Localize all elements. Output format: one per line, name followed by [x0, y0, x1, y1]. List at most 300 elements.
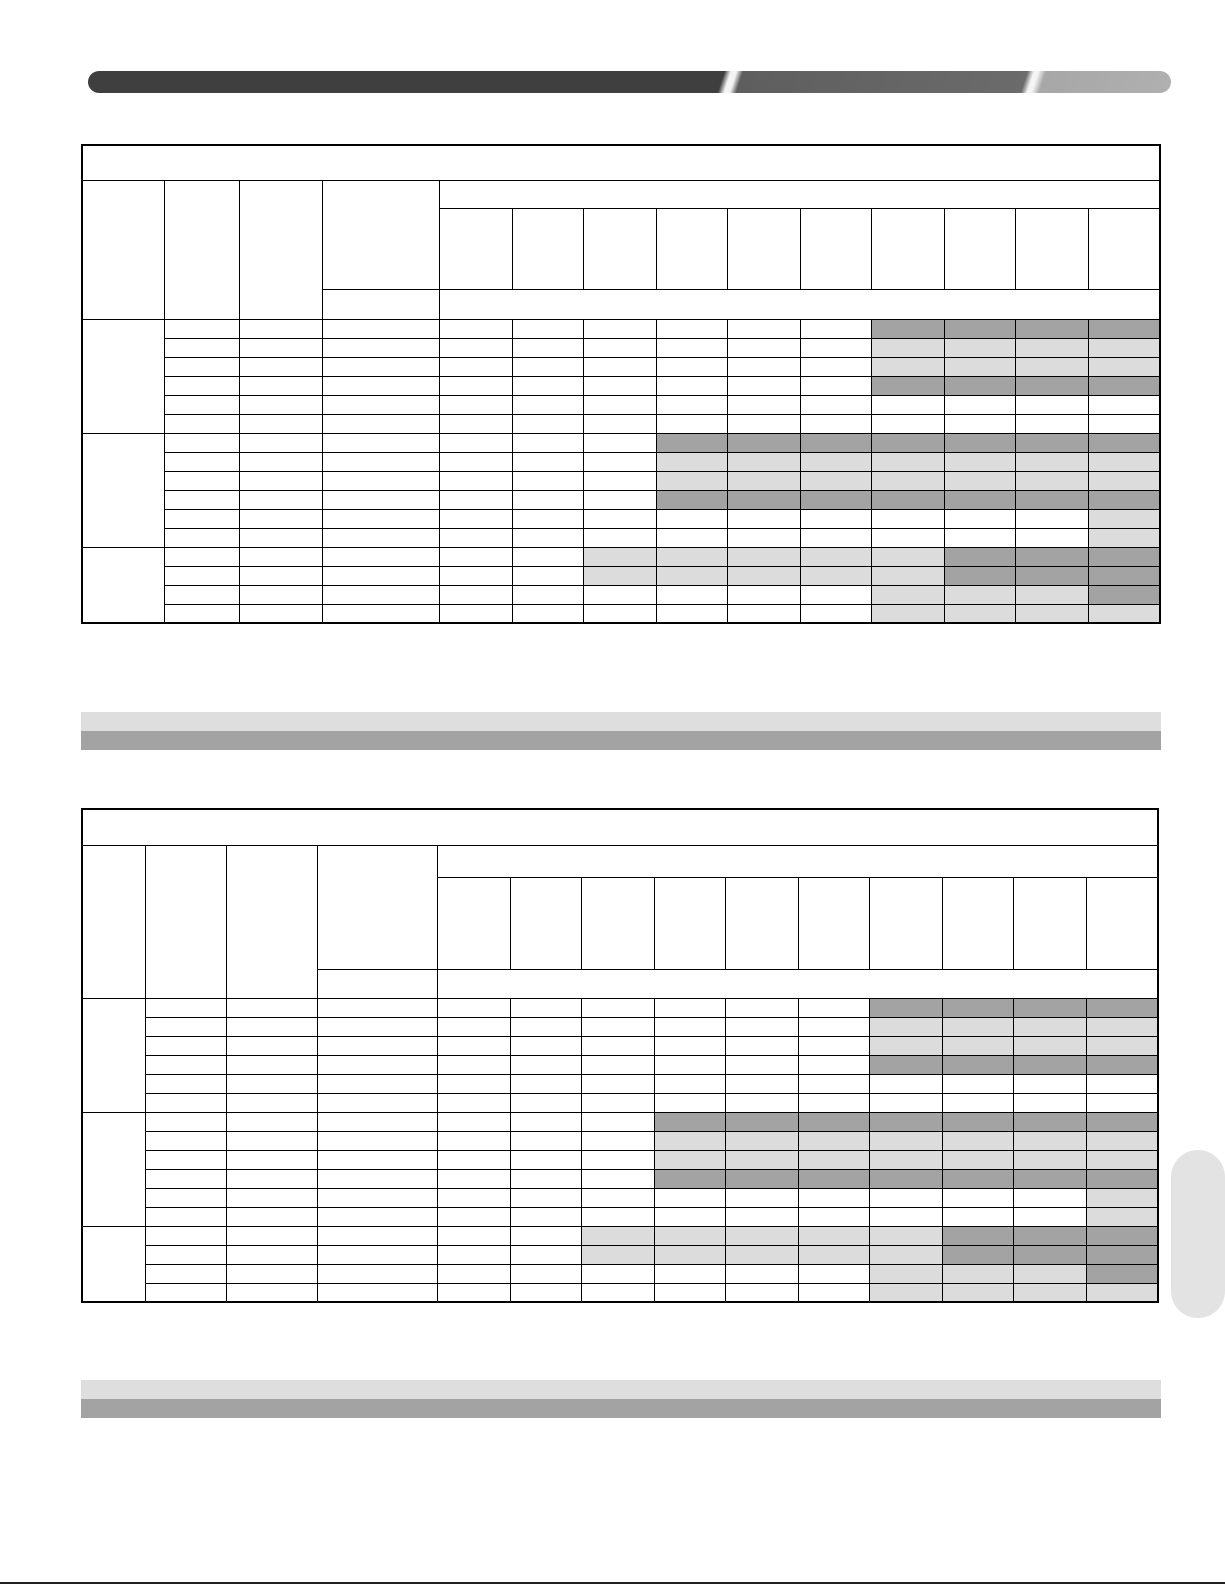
- table-cell: [728, 433, 801, 452]
- table-cell: [318, 1207, 438, 1226]
- table-cell: [584, 452, 657, 471]
- table-cell: [872, 338, 945, 357]
- unit-cell: [318, 969, 438, 998]
- table-cell: [1016, 604, 1089, 623]
- table-cell: [512, 414, 584, 433]
- table-cell: [582, 1150, 655, 1169]
- table-cell: [165, 509, 240, 528]
- header-cell: [323, 180, 440, 289]
- table-row: [82, 1283, 1158, 1302]
- table-cell: [870, 1245, 943, 1264]
- table-cell: [438, 998, 511, 1017]
- table-cell: [510, 1188, 582, 1207]
- table-cell: [440, 509, 513, 528]
- header-cell: [145, 845, 226, 998]
- table-cell: [944, 395, 1016, 414]
- table-cell: [438, 1283, 511, 1302]
- table-cell: [654, 1226, 726, 1245]
- section-band-upper: [81, 712, 1161, 731]
- table-cell: [145, 1017, 226, 1036]
- section-band: [81, 1380, 1161, 1418]
- table-cell: [512, 490, 584, 509]
- table-row: [82, 604, 1160, 623]
- table-row: [82, 1074, 1158, 1093]
- table-cell: [1016, 566, 1089, 585]
- table-cell: [438, 1188, 511, 1207]
- table-cell: [870, 1112, 943, 1131]
- column-header: [1016, 208, 1089, 289]
- table-cell: [872, 566, 945, 585]
- column-header: [1086, 877, 1158, 969]
- table-cell: [726, 1074, 799, 1093]
- table-cell: [145, 1169, 226, 1188]
- column-header: [726, 877, 799, 969]
- table-cell: [582, 1188, 655, 1207]
- table-cell: [1088, 566, 1160, 585]
- table-cell: [165, 471, 240, 490]
- table-cell: [1016, 528, 1089, 547]
- table-cell: [942, 1017, 1014, 1036]
- table-cell: [512, 585, 584, 604]
- table-cell: [942, 1207, 1014, 1226]
- table-cell: [728, 319, 801, 338]
- table-cell: [226, 1150, 318, 1169]
- header-cell: [82, 180, 165, 319]
- table-cell: [654, 1169, 726, 1188]
- table-cell: [800, 566, 872, 585]
- table-cell: [512, 376, 584, 395]
- table-cell: [239, 604, 323, 623]
- table-cell: [1016, 319, 1089, 338]
- table-row: [82, 1245, 1158, 1264]
- table-row: [82, 376, 1160, 395]
- section-band-lower: [81, 1399, 1161, 1418]
- table-cell: [1014, 1245, 1087, 1264]
- table-cell: [1086, 1074, 1158, 1093]
- table-cell: [726, 1283, 799, 1302]
- table-cell: [323, 585, 440, 604]
- table-cell: [440, 319, 513, 338]
- table-cell: [1014, 1188, 1087, 1207]
- table-cell: [654, 1245, 726, 1264]
- table-cell: [440, 547, 513, 566]
- table-cell: [798, 1093, 870, 1112]
- table-cell: [726, 1112, 799, 1131]
- table-cell: [145, 1036, 226, 1055]
- table-cell: [440, 528, 513, 547]
- table-cell: [239, 585, 323, 604]
- table-cell: [800, 319, 872, 338]
- table-cell: [726, 1017, 799, 1036]
- table-cell: [582, 1169, 655, 1188]
- table-cell: [654, 1112, 726, 1131]
- table-row: [82, 509, 1160, 528]
- table-cell: [656, 509, 728, 528]
- table-cell: [318, 1264, 438, 1283]
- table-cell: [726, 1093, 799, 1112]
- table-cell: [226, 1093, 318, 1112]
- table-cell: [440, 433, 513, 452]
- table-cell: [438, 1264, 511, 1283]
- table-caption: [82, 145, 1160, 180]
- table-row: [82, 471, 1160, 490]
- table-cell: [1014, 1074, 1087, 1093]
- table-cell: [1086, 1112, 1158, 1131]
- table-cell: [654, 1188, 726, 1207]
- table-cell: [726, 1226, 799, 1245]
- table-cell: [1014, 1226, 1087, 1245]
- table-cell: [1016, 509, 1089, 528]
- table-row: [82, 1093, 1158, 1112]
- table-cell: [798, 1112, 870, 1131]
- table-cell: [510, 1226, 582, 1245]
- table-cell: [165, 566, 240, 585]
- table-cell: [726, 1264, 799, 1283]
- table-cell: [800, 357, 872, 376]
- table-cell: [440, 357, 513, 376]
- table-cell: [654, 1150, 726, 1169]
- table-cell: [510, 998, 582, 1017]
- table-cell: [872, 490, 945, 509]
- table-cell: [584, 528, 657, 547]
- table-cell: [728, 490, 801, 509]
- table-cell: [942, 1131, 1014, 1150]
- table-cell: [584, 566, 657, 585]
- table-cell: [654, 1017, 726, 1036]
- table-cell: [1016, 585, 1089, 604]
- group-label: [82, 998, 145, 1112]
- table-cell: [239, 357, 323, 376]
- table-cell: [1088, 357, 1160, 376]
- table-row: [82, 1207, 1158, 1226]
- table-cell: [318, 1093, 438, 1112]
- column-header: [1088, 208, 1160, 289]
- table-row: [82, 566, 1160, 585]
- table-cell: [942, 1093, 1014, 1112]
- header-cell: [82, 845, 145, 998]
- table-cell: [798, 1150, 870, 1169]
- table-cell: [944, 585, 1016, 604]
- table-cell: [1086, 1264, 1158, 1283]
- table-cell: [512, 452, 584, 471]
- table-cell: [226, 998, 318, 1017]
- table-cell: [440, 414, 513, 433]
- table-cell: [510, 1093, 582, 1112]
- table-cell: [798, 1226, 870, 1245]
- column-header: [512, 208, 584, 289]
- table-cell: [582, 1245, 655, 1264]
- table-cell: [584, 319, 657, 338]
- table-cell: [1086, 1283, 1158, 1302]
- table-cell: [656, 357, 728, 376]
- table-cell: [942, 1245, 1014, 1264]
- data-table-1: [81, 144, 1161, 624]
- column-header: [1014, 877, 1087, 969]
- table-cell: [510, 1264, 582, 1283]
- table-cell: [870, 1226, 943, 1245]
- table-cell: [656, 319, 728, 338]
- table-cell: [226, 1207, 318, 1226]
- table-cell: [226, 1226, 318, 1245]
- table-cell: [145, 1245, 226, 1264]
- table-cell: [872, 604, 945, 623]
- table-cell: [512, 528, 584, 547]
- table-cell: [726, 1188, 799, 1207]
- table-cell: [942, 1169, 1014, 1188]
- table-cell: [165, 452, 240, 471]
- table-cell: [944, 414, 1016, 433]
- table-cell: [942, 1188, 1014, 1207]
- table-row: [82, 1112, 1158, 1131]
- table-cell: [944, 357, 1016, 376]
- table-cell: [510, 1055, 582, 1074]
- table-cell: [726, 1036, 799, 1055]
- table-cell: [1086, 1226, 1158, 1245]
- table-cell: [1086, 1131, 1158, 1150]
- table-cell: [438, 1036, 511, 1055]
- side-tab: [1171, 1150, 1225, 1318]
- header-bar: [88, 71, 1171, 93]
- table-cell: [942, 1036, 1014, 1055]
- table-cell: [510, 1017, 582, 1036]
- table-cell: [872, 471, 945, 490]
- table-cell: [1014, 1169, 1087, 1188]
- table-cell: [512, 566, 584, 585]
- table-cell: [1016, 414, 1089, 433]
- table-cell: [870, 1207, 943, 1226]
- table-cell: [438, 1226, 511, 1245]
- table-cell: [800, 338, 872, 357]
- table-cell: [726, 998, 799, 1017]
- table-cell: [226, 1283, 318, 1302]
- header-cell: [318, 845, 438, 969]
- table-cell: [870, 1169, 943, 1188]
- table-row: [82, 1036, 1158, 1055]
- table-cell: [510, 1245, 582, 1264]
- table-cell: [870, 1150, 943, 1169]
- table-cell: [239, 490, 323, 509]
- table-cell: [239, 376, 323, 395]
- table-cell: [440, 604, 513, 623]
- table-cell: [942, 998, 1014, 1017]
- header-cell: [239, 180, 323, 319]
- table-cell: [226, 1264, 318, 1283]
- table-cell: [226, 1055, 318, 1074]
- table-cell: [145, 998, 226, 1017]
- table-cell: [1086, 1017, 1158, 1036]
- table-cell: [323, 547, 440, 566]
- table-cell: [512, 433, 584, 452]
- table-cell: [582, 1264, 655, 1283]
- table-cell: [654, 1131, 726, 1150]
- table-caption: [82, 809, 1158, 845]
- table-cell: [1014, 1017, 1087, 1036]
- table-cell: [1088, 509, 1160, 528]
- table-cell: [798, 1283, 870, 1302]
- table-cell: [239, 528, 323, 547]
- table-row: [82, 528, 1160, 547]
- table-cell: [654, 1074, 726, 1093]
- table-cell: [656, 566, 728, 585]
- table-cell: [944, 376, 1016, 395]
- table-cell: [728, 585, 801, 604]
- column-header: [582, 877, 655, 969]
- table-row: [82, 452, 1160, 471]
- table-cell: [440, 585, 513, 604]
- table-cell: [798, 1207, 870, 1226]
- table-cell: [239, 338, 323, 357]
- table-cell: [510, 1036, 582, 1055]
- table-cell: [870, 998, 943, 1017]
- table-cell: [582, 1131, 655, 1150]
- table-cell: [226, 1112, 318, 1131]
- table-cell: [872, 452, 945, 471]
- table-cell: [438, 1017, 511, 1036]
- table-cell: [1016, 547, 1089, 566]
- table-cell: [942, 1264, 1014, 1283]
- table-cell: [440, 490, 513, 509]
- table-cell: [440, 338, 513, 357]
- table-cell: [1088, 585, 1160, 604]
- table-row: [82, 490, 1160, 509]
- table-cell: [145, 1074, 226, 1093]
- table-cell: [656, 604, 728, 623]
- table-cell: [1086, 1036, 1158, 1055]
- table-cell: [165, 376, 240, 395]
- table-cell: [318, 1245, 438, 1264]
- table-cell: [1086, 1055, 1158, 1074]
- column-header: [728, 208, 801, 289]
- table-cell: [226, 1245, 318, 1264]
- table-row: [82, 585, 1160, 604]
- table-cell: [800, 376, 872, 395]
- footer-rule: [0, 1582, 1225, 1584]
- group-label: [82, 547, 165, 623]
- table-cell: [944, 338, 1016, 357]
- table-cell: [870, 1283, 943, 1302]
- header-cell: [226, 845, 318, 998]
- table-cell: [239, 566, 323, 585]
- table-cell: [510, 1207, 582, 1226]
- table-cell: [728, 357, 801, 376]
- table-cell: [438, 1245, 511, 1264]
- table-cell: [1088, 604, 1160, 623]
- table-cell: [323, 528, 440, 547]
- table-cell: [944, 471, 1016, 490]
- table-cell: [145, 1264, 226, 1283]
- table-cell: [438, 1055, 511, 1074]
- table-cell: [656, 414, 728, 433]
- column-header: [438, 877, 511, 969]
- table-cell: [728, 528, 801, 547]
- table-cell: [145, 1226, 226, 1245]
- table-cell: [1086, 1188, 1158, 1207]
- table-cell: [510, 1131, 582, 1150]
- table-cell: [318, 1283, 438, 1302]
- table-cell: [582, 1074, 655, 1093]
- group-label: [82, 1226, 145, 1302]
- table-cell: [440, 452, 513, 471]
- table-cell: [512, 604, 584, 623]
- table-cell: [872, 528, 945, 547]
- table-cell: [323, 338, 440, 357]
- table-row: [82, 319, 1160, 338]
- table-cell: [1088, 414, 1160, 433]
- table-cell: [512, 471, 584, 490]
- column-header: [944, 208, 1016, 289]
- unit-cell: [323, 289, 440, 319]
- table-cell: [512, 547, 584, 566]
- table-cell: [654, 1055, 726, 1074]
- table-cell: [656, 338, 728, 357]
- column-header: [870, 877, 943, 969]
- table-cell: [145, 1112, 226, 1131]
- table-cell: [584, 338, 657, 357]
- data-table-2: [81, 808, 1159, 1303]
- table-cell: [318, 1055, 438, 1074]
- table-cell: [323, 376, 440, 395]
- table-cell: [944, 452, 1016, 471]
- table-cell: [1088, 433, 1160, 452]
- table-cell: [872, 585, 945, 604]
- table-cell: [942, 1226, 1014, 1245]
- column-group-header: [440, 180, 1160, 208]
- table-row: [82, 1264, 1158, 1283]
- table-cell: [656, 376, 728, 395]
- table-cell: [728, 604, 801, 623]
- table-cell: [323, 319, 440, 338]
- table-cell: [318, 998, 438, 1017]
- section-band-upper: [81, 1380, 1161, 1399]
- table-cell: [323, 490, 440, 509]
- table-cell: [582, 998, 655, 1017]
- table-cell: [440, 376, 513, 395]
- table-cell: [226, 1017, 318, 1036]
- table-cell: [1088, 319, 1160, 338]
- table-cell: [944, 509, 1016, 528]
- table-cell: [798, 1245, 870, 1264]
- table-cell: [944, 490, 1016, 509]
- table-cell: [318, 1074, 438, 1093]
- table-cell: [654, 998, 726, 1017]
- table-cell: [728, 395, 801, 414]
- table-cell: [582, 1017, 655, 1036]
- column-header: [800, 208, 872, 289]
- table-cell: [584, 395, 657, 414]
- table-row: [82, 1131, 1158, 1150]
- table-cell: [800, 490, 872, 509]
- table-cell: [798, 1188, 870, 1207]
- table-cell: [512, 338, 584, 357]
- column-group-header: [438, 845, 1158, 877]
- table-cell: [872, 509, 945, 528]
- table-cell: [654, 1093, 726, 1112]
- table-cell: [145, 1207, 226, 1226]
- table-cell: [654, 1264, 726, 1283]
- table-cell: [656, 585, 728, 604]
- table-cell: [165, 338, 240, 357]
- table-cell: [1014, 1036, 1087, 1055]
- table-cell: [584, 490, 657, 509]
- table-cell: [323, 604, 440, 623]
- table-cell: [438, 1150, 511, 1169]
- table-cell: [318, 1112, 438, 1131]
- table-cell: [872, 433, 945, 452]
- table-cell: [582, 1207, 655, 1226]
- table-cell: [584, 471, 657, 490]
- table-cell: [510, 1150, 582, 1169]
- table-cell: [870, 1093, 943, 1112]
